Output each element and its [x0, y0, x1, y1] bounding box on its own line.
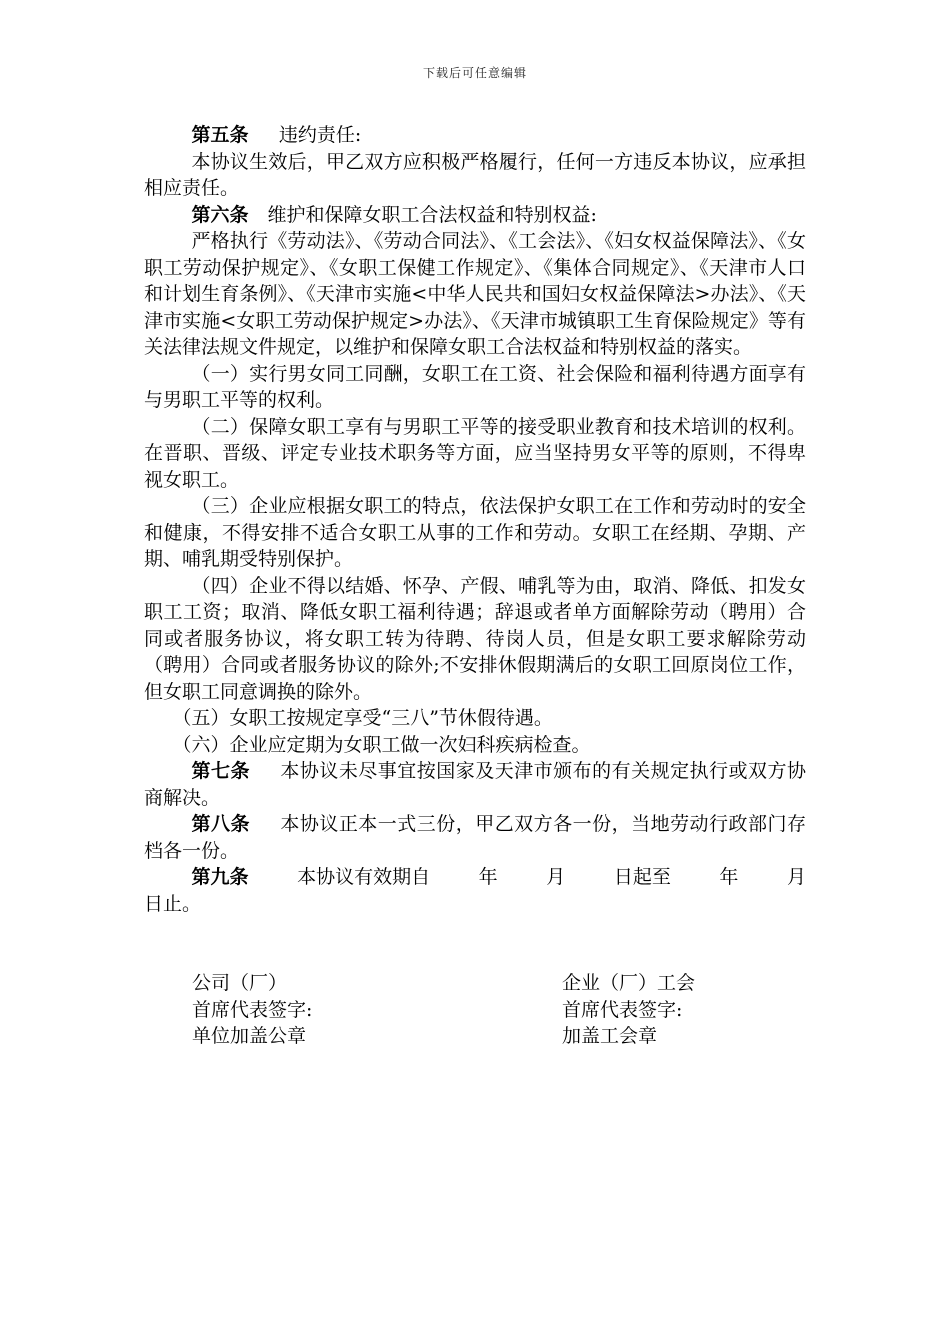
signature-row	[192, 1023, 752, 1050]
company-rep-signature: 首席代表签字:	[192, 998, 313, 1021]
union-seal: 加盖工会章	[562, 1025, 658, 1047]
article-9-part-3: 月	[546, 866, 566, 888]
signature-row	[192, 997, 752, 1024]
article-9-part-6: 月	[786, 866, 806, 888]
article-9-line	[144, 864, 806, 891]
article-9-part-4: 日起至	[613, 866, 671, 888]
article-8-body: 本协议正本一式三份，甲乙双方各一份，当地劳动行政部门存档各一份。	[144, 813, 806, 862]
article-6-item-5: （五）女职工按规定享受“三八”节休假待遇。	[172, 707, 553, 729]
article-9-part-2: 年	[478, 866, 498, 888]
article-6-item-2: （二）保障女职工享有与男职工平等的接受职业教育和技术培训的权利。在晋职、晋级、评定专业技术职务等方面，应当坚持男女平等的原则，不得卑视女职工。	[144, 415, 806, 491]
article-6-label: 第六条	[191, 203, 249, 226]
article-8-label: 第八条	[191, 813, 250, 835]
article-7-label: 第七条	[191, 760, 250, 782]
article-5-heading	[144, 122, 806, 149]
article-6-item-1: （一）实行男女同工同酬，女职工在工资、社会保险和福利待遇方面享有与男职工平等的权利。	[144, 362, 806, 411]
article-8	[144, 811, 806, 864]
company-party: 公司（厂）	[192, 972, 288, 994]
article-6-item-3: （三）企业应根据女职工的特点，依法保护女职工在工作和劳动时的安全和健康，不得安排不适合女职工从事的工作和劳动。女职工在经期、孕期、产期、哺乳期受特别保护。	[144, 495, 806, 570]
article-5-body: 本协议生效后，甲乙双方应积极严格履行，任何一方违反本协议，应承担相应责任。	[144, 150, 806, 199]
signature-row	[192, 970, 752, 997]
article-6-heading	[144, 202, 806, 229]
article-6-item-4: （四）企业不得以结婚、怀孕、产假、哺乳等为由，取消、降低、扣发女职工工资；取消、降低女职工福利待遇；辞退或者单方面解除劳动（聘用）合同或者服务协议，将女职工转为待聘、待岗人员，但是女职工要求解除劳动（聘用）合同或者服务协议的除外;不安排休假期满后的女职工回原岗位工作，但女职工同意调换的除外。	[144, 574, 806, 703]
article-9-part-1: 本协议有效期自	[297, 866, 431, 888]
union-rep-signature: 首席代表签字:	[562, 998, 683, 1021]
company-seal: 单位加盖公章	[192, 1025, 307, 1047]
article-5-title: 违约责任:	[278, 124, 362, 146]
document-body	[144, 122, 806, 917]
article-9-part-5: 年	[719, 866, 739, 888]
article-9-tail: 日止。	[144, 892, 202, 915]
article-6-title: 维护和保障女职工合法权益和特别权益:	[267, 203, 597, 226]
signature-block	[192, 970, 752, 1050]
article-9-label: 第九条	[191, 866, 249, 888]
page-header: 下载后可任意编辑	[422, 66, 527, 80]
article-5-label: 第五条	[191, 124, 249, 146]
article-7	[144, 758, 806, 811]
union-party: 企业（厂）工会	[562, 972, 696, 994]
article-7-body: 本协议未尽事宜按国家及天津市颁布的有关规定执行或双方协商解决。	[144, 760, 806, 809]
article-6-item-6: （六）企业应定期为女职工做一次妇科疾病检查。	[172, 733, 591, 756]
article-6-body: 严格执行《劳动法》、《劳动合同法》、《工会法》、《妇女权益保障法》、《女职工劳动保护规定》、《女职工保健工作规定》、《集体合同规定》、《天津市人口和计划生育条例》、《天津市实施<中华人民共和国妇女权益保障法>办法》、《天津市实施<女职工劳动保护规定>办法》、《天津市城镇职工生育保险规定》等有关法律法规文件规定，以维护和保障女职工合法权益和特别权益的落实。	[144, 230, 806, 358]
